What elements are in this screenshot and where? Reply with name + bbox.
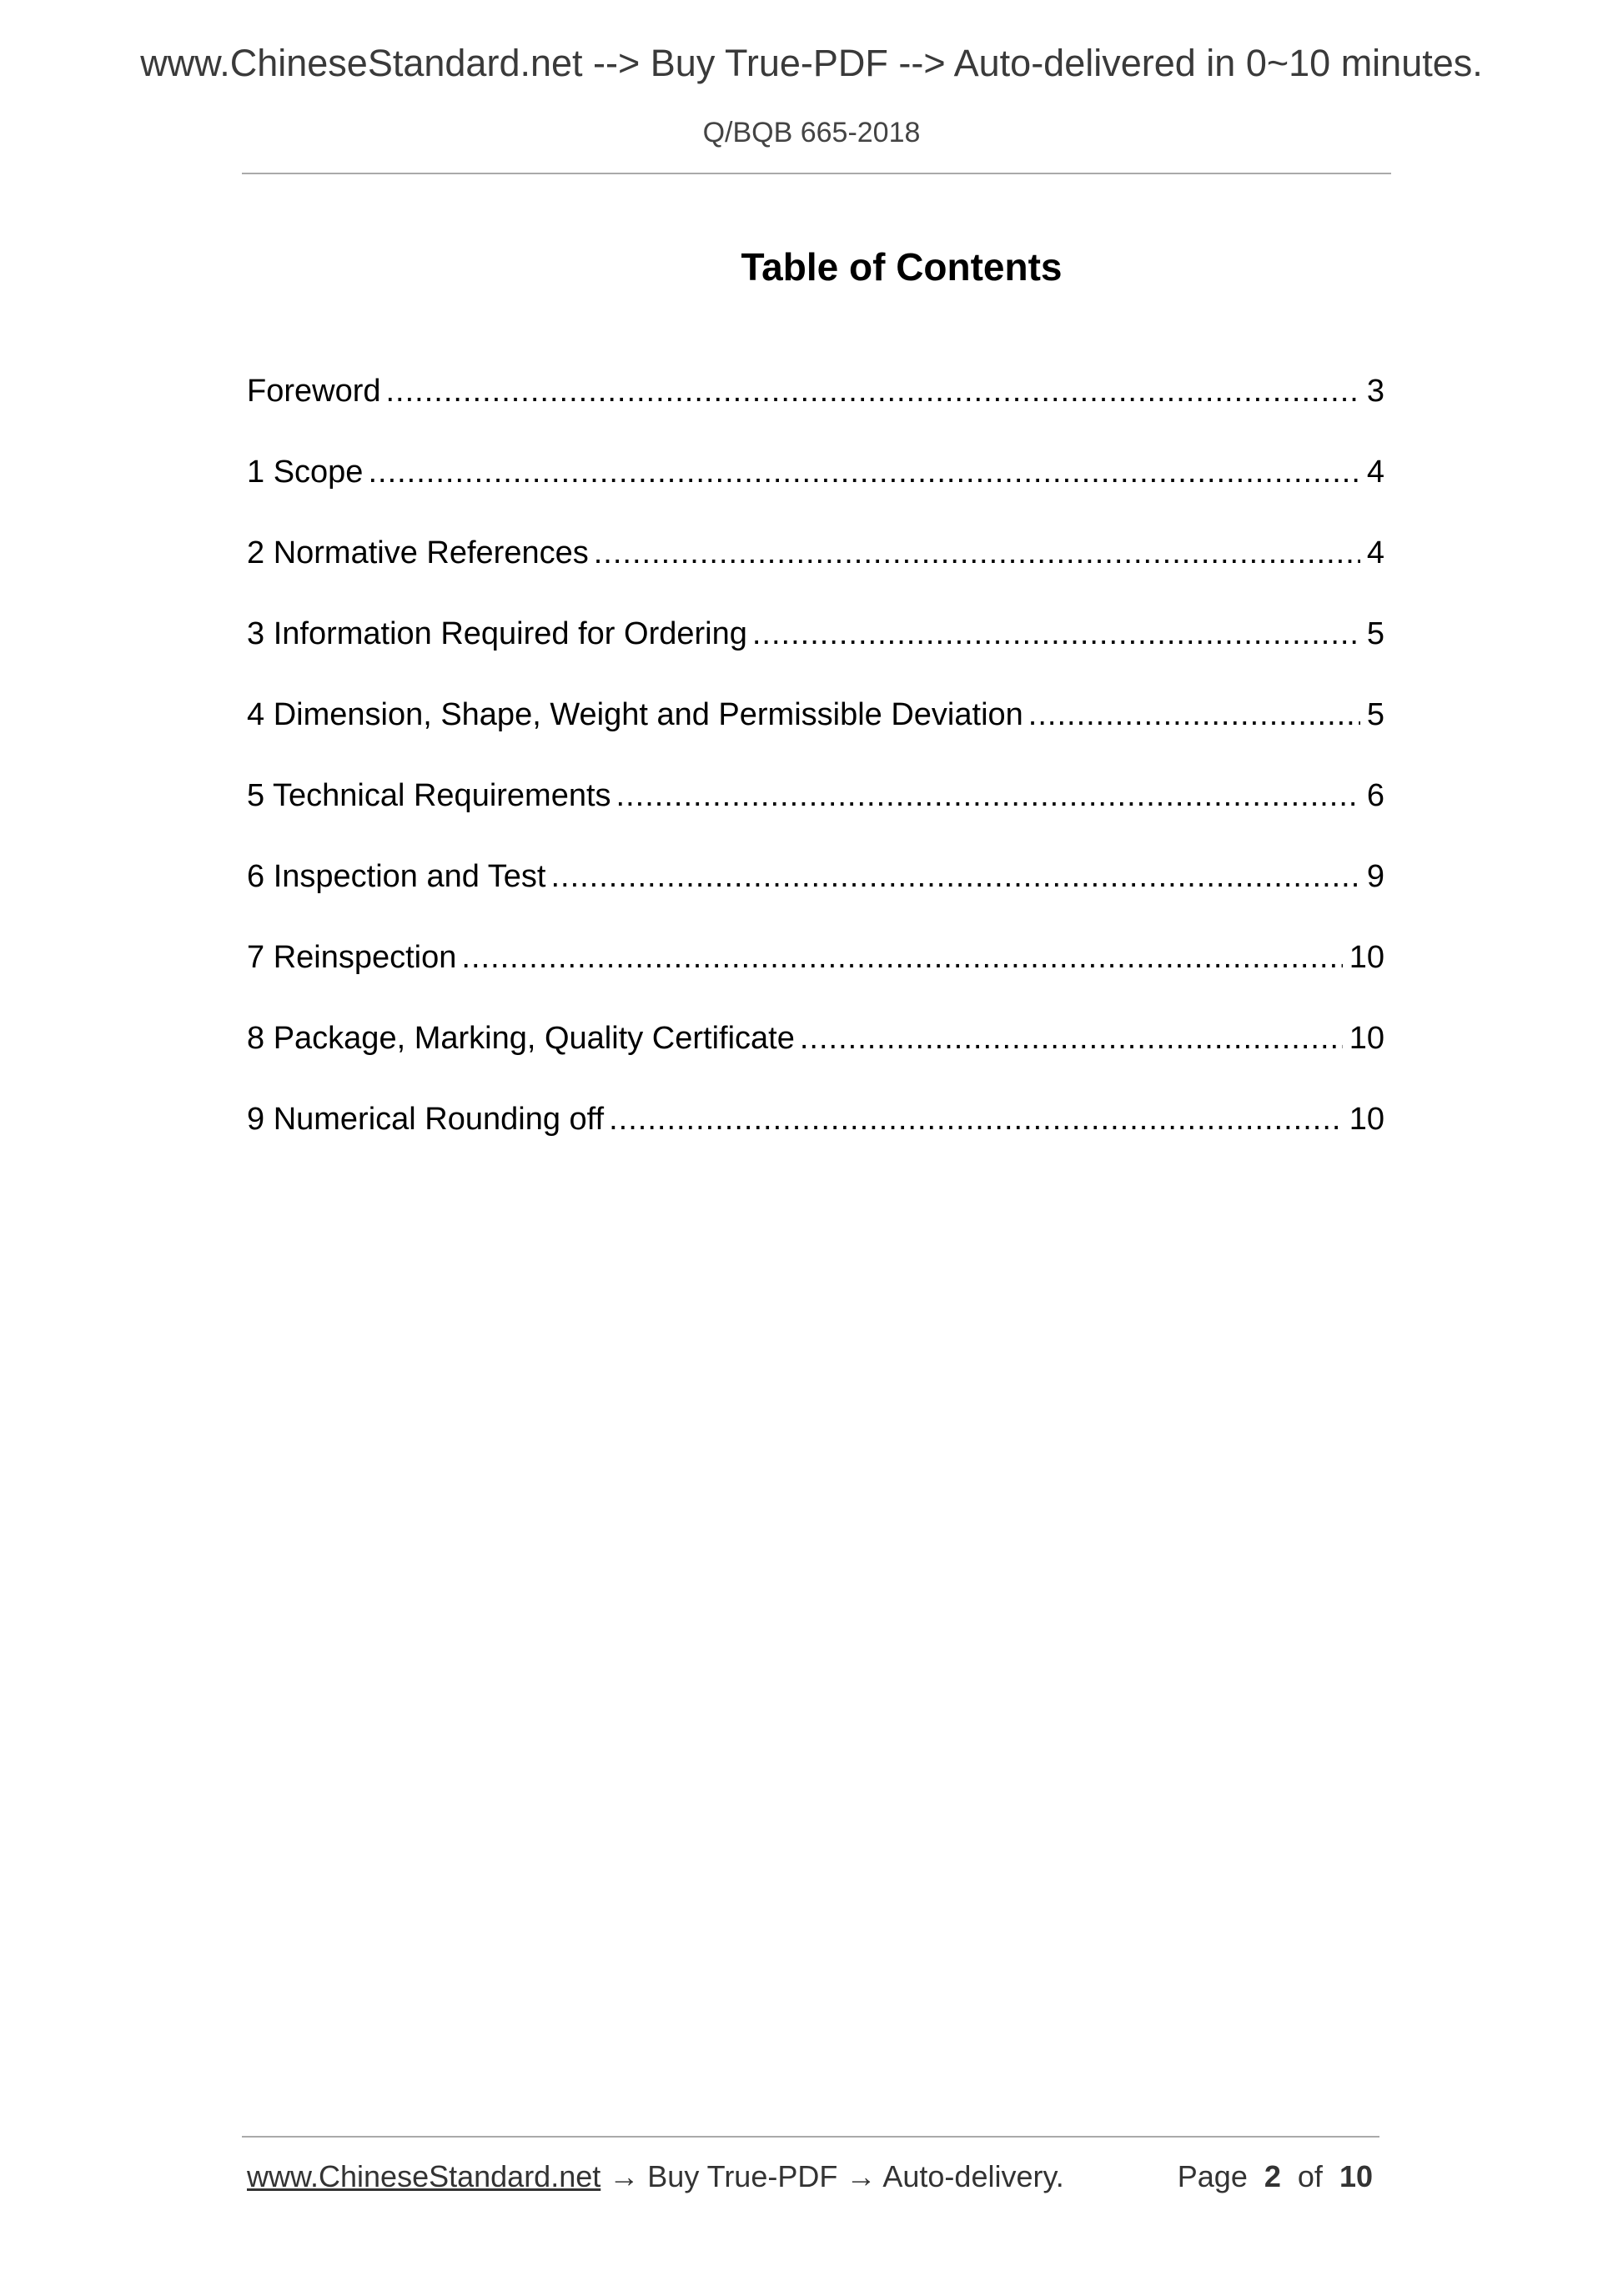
toc-entry-reinspection[interactable] [247,940,1384,1021]
toc-entry-label: Foreword [247,374,381,409]
toc-entry-page: 6 [1366,778,1384,813]
toc-dot-leader [461,940,1342,976]
page-current: 2 [1264,2159,1281,2193]
toc-dot-leader [616,778,1360,814]
toc-entry-label: 7 Reinspection [247,940,457,975]
toc-entry-label: 6 Inspection and Test [247,859,546,894]
page-number [1178,2159,1373,2194]
footer-buy-text: Buy True-PDF [647,2159,838,2193]
toc-entry-page: 10 [1349,1102,1384,1137]
toc-dot-leader [752,616,1360,652]
toc-entry-page: 10 [1349,940,1384,975]
toc-dot-leader [800,1021,1343,1057]
toc-dot-leader [1028,697,1360,733]
toc-entry-scope[interactable] [247,455,1384,535]
toc-entry-page: 5 [1366,616,1384,651]
toc-entry-page: 5 [1366,697,1384,732]
toc-entry-page: 4 [1366,455,1384,490]
header-divider [242,173,1391,174]
toc-entry-page: 3 [1366,374,1384,409]
toc-title: Table of Contents [741,245,1063,289]
footer-divider [242,2136,1379,2138]
toc-entry-label: 3 Information Required for Ordering [247,616,747,651]
toc-dot-leader [386,374,1360,409]
document-code: Q/BQB 665-2018 [702,117,921,148]
footer-promo [247,2159,1064,2194]
toc-entry-inspection-test[interactable] [247,859,1384,940]
footer-site-link[interactable]: www.ChineseStandard.net [247,2159,601,2193]
toc-entry-technical-requirements[interactable] [247,778,1384,859]
toc-entry-information-required[interactable] [247,616,1384,697]
page-total: 10 [1339,2159,1373,2193]
toc-entry-page: 9 [1366,859,1384,894]
toc-list [247,374,1384,1183]
toc-entry-normative-references[interactable] [247,535,1384,616]
footer-delivery-text: Auto-delivery. [882,2159,1064,2193]
toc-entry-numerical-rounding[interactable] [247,1102,1384,1183]
toc-entry-label: 9 Numerical Rounding off [247,1102,605,1137]
toc-entry-label: 4 Dimension, Shape, Weight and Permissible Deviation [247,697,1023,732]
toc-entry-foreword[interactable] [247,374,1384,455]
top-banner: www.ChineseStandard.net --> Buy True-PDF --> Auto-delivered in 0~10 minutes. [140,42,1483,84]
of-label: of [1297,2159,1323,2193]
toc-dot-leader [609,1102,1343,1138]
page-label: Page [1177,2159,1248,2193]
toc-dot-leader [368,455,1359,490]
toc-entry-label: 5 Technical Requirements [247,778,611,813]
arrow-right-icon: → [609,2159,640,2193]
arrow-right-icon: → [846,2159,877,2193]
toc-entry-label: 2 Normative References [247,535,589,570]
toc-dot-leader [550,859,1359,895]
toc-entry-label: 1 Scope [247,455,364,490]
toc-entry-package-marking[interactable] [247,1021,1384,1102]
toc-entry-page: 10 [1349,1021,1384,1056]
toc-dot-leader [594,535,1360,571]
toc-entry-label: 8 Package, Marking, Quality Certificate [247,1021,795,1056]
toc-entry-dimension-shape[interactable] [247,697,1384,778]
toc-entry-page: 4 [1366,535,1384,570]
